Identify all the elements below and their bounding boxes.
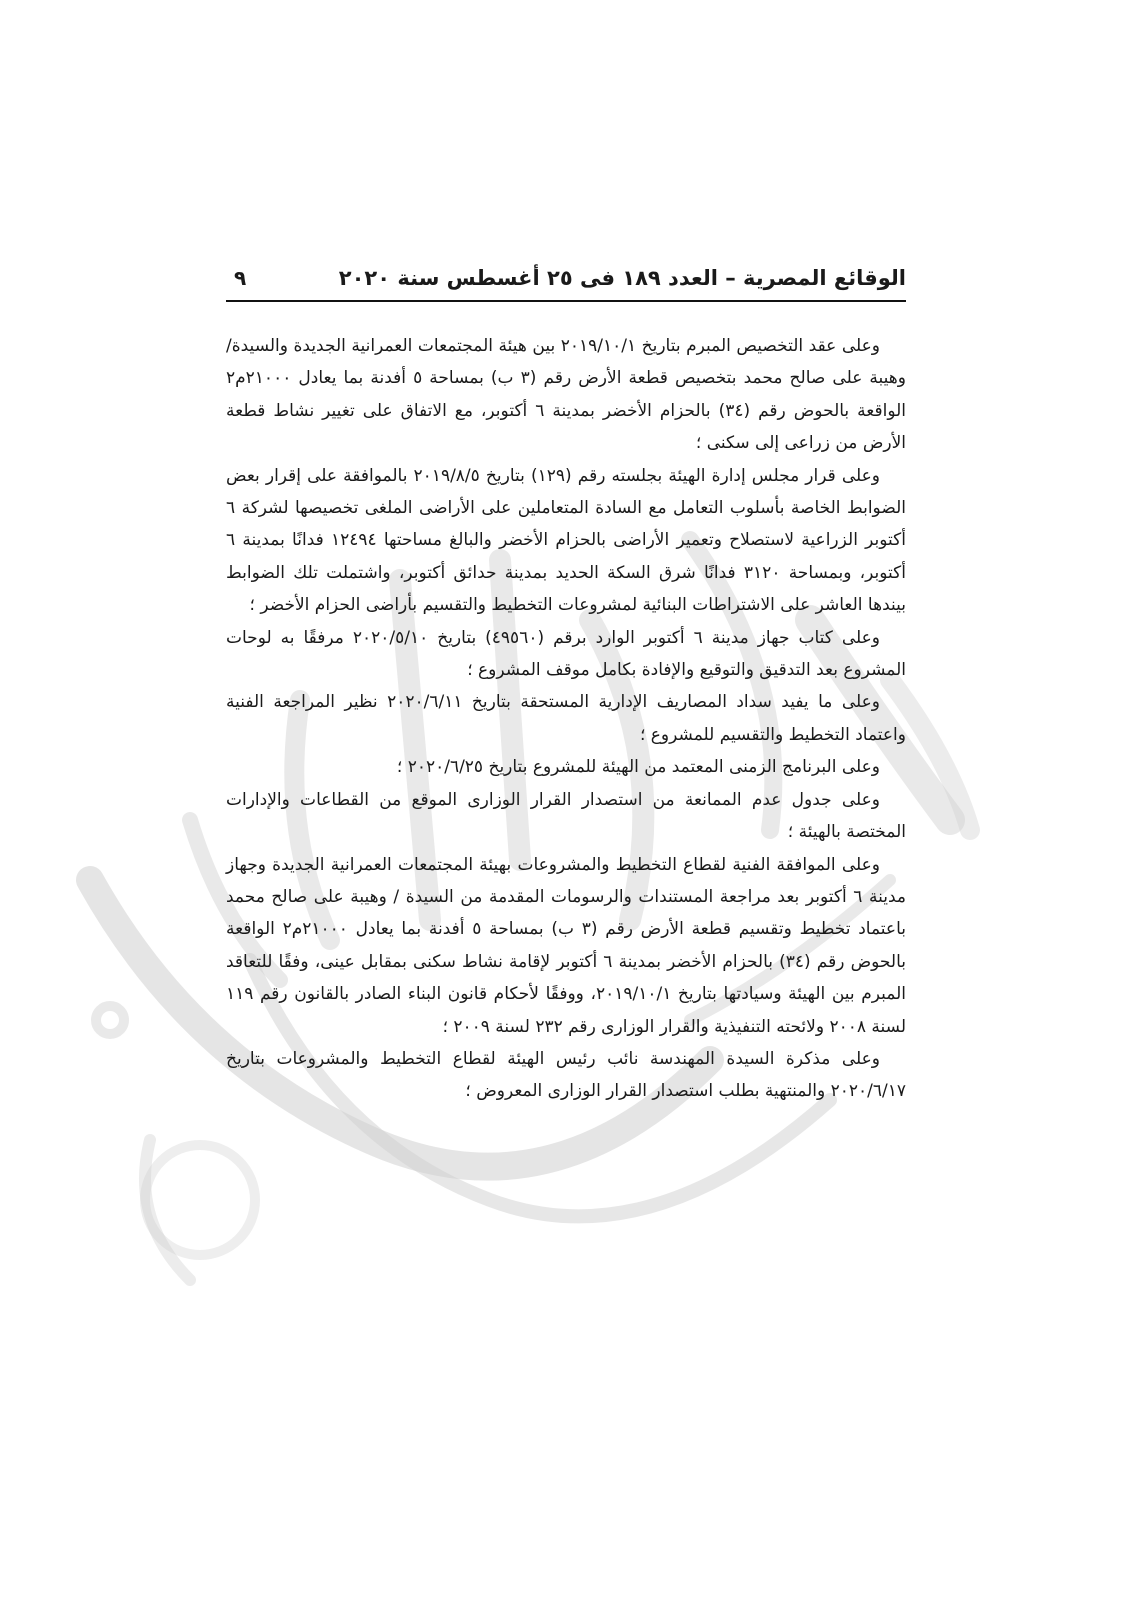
page-header [226, 258, 906, 298]
page-number: ٩ [234, 266, 247, 290]
paragraph: وعلى البرنامج الزمنى المعتمد من الهيئة للمشروع بتاريخ ٢٠٢٠/٦/٢٥ ؛ [396, 757, 880, 778]
paragraph: وعلى جدول عدم الممانعة من استصدار القرار الوزارى الموقع من القطاعات والإدارات المختصة بالهيئة ؛ [226, 789, 906, 843]
gazette-title: الوقائع المصرية – العدد ١٨٩ فى ٢٥ أغسطس سنة ٢٠٢٠ [338, 266, 906, 290]
paragraph: وعلى الموافقة الفنية لقطاع التخطيط والمشروعات بهيئة المجتمعات العمرانية الجديدة وجهاز مدينة ٦ أكتوبر بعد مراجعة المستندات والرسومات المقدمة من السيدة / وهيبة على صالح محمد باعتماد تخطيط وتقسيم قطعة الأرض رقم (٣ ب) بمساحة ٥ أفدنة بما يعادل ٢١٠٠٠م٢ الواقعة بالحوض رقم (٣٤) بالحزام الأخضر بمدينة ٦ أكتوبر لإقامة نشاط سكنى بمقابل عينى، وفقًا للتعاقد المبرم بين الهيئة وسيادتها بتاريخ ٢٠١٩/١٠/١، ووفقًا لأحكام قانون البناء الصادر بالقانون رقم ١١٩ لسنة ٢٠٠٨ ولائحته التنفيذية والقرار الوزارى رقم ٢٣٢ لسنة ٢٠٠٩ ؛ [226, 854, 906, 1037]
document-body [226, 330, 906, 1108]
paragraph: وعلى ما يفيد سداد المصاريف الإدارية المستحقة بتاريخ ٢٠٢٠/٦/١١ نظير المراجعة الفنية واعتماد التخطيط والتقسيم للمشروع ؛ [226, 692, 906, 745]
paragraph: وعلى عقد التخصيص المبرم بتاريخ ٢٠١٩/١٠/١ بين هيئة المجتمعات العمرانية الجديدة والسيدة/ وهيبة على صالح محمد بتخصيص قطعة الأرض رقم (٣ ب) بمساحة ٥ أفدنة بما يعادل ٢١٠٠٠م٢ الواقعة بالحوض رقم (٣٤) بالحزام الأخضر بمدينة ٦ أكتوبر، مع الاتفاق على تغيير نشاط قطعة الأرض من زراعى إلى سكنى ؛ [226, 336, 906, 454]
paragraph: وعلى قرار مجلس إدارة الهيئة بجلسته رقم (١٢٩) بتاريخ ٢٠١٩/٨/٥ بالموافقة على إقرار بعض الضوابط الخاصة بأسلوب التعامل مع السادة المتعاملين على الأراضى الملغى تخصيصها لشركة ٦ أكتوبر الزراعية لاستصلاح وتعمير الأراضى بالحزام الأخضر والبالغ مساحتها ١٢٤٩٤ فدانًا بمدينة ٦ أكتوبر، وبمساحة ٣١٢٠ فدانًا شرق السكة الحديد بمدينة حدائق أكتوبر، واشتملت تلك الضوابط بيندها العاشر على الاشتراطات البنائية لمشروعات التخطيط والتقسيم بأراضى الحزام الأخضر ؛ [226, 465, 906, 616]
paragraph: وعلى مذكرة السيدة المهندسة نائب رئيس الهيئة لقطاع التخطيط والمشروعات بتاريخ ٢٠٢٠/٦/١٧ والمنتهية بطلب استصدار القرار الوزارى المعروض ؛ [226, 1048, 906, 1102]
paragraph: وعلى كتاب جهاز مدينة ٦ أكتوبر الوارد برقم (٤٩٥٦٠) بتاريخ ٢٠٢٠/٥/١٠ مرفقًا به لوحات المشروع بعد التدقيق والتوقيع والإفادة بكامل موقف المشروع ؛ [226, 627, 906, 681]
header-divider [226, 300, 906, 302]
